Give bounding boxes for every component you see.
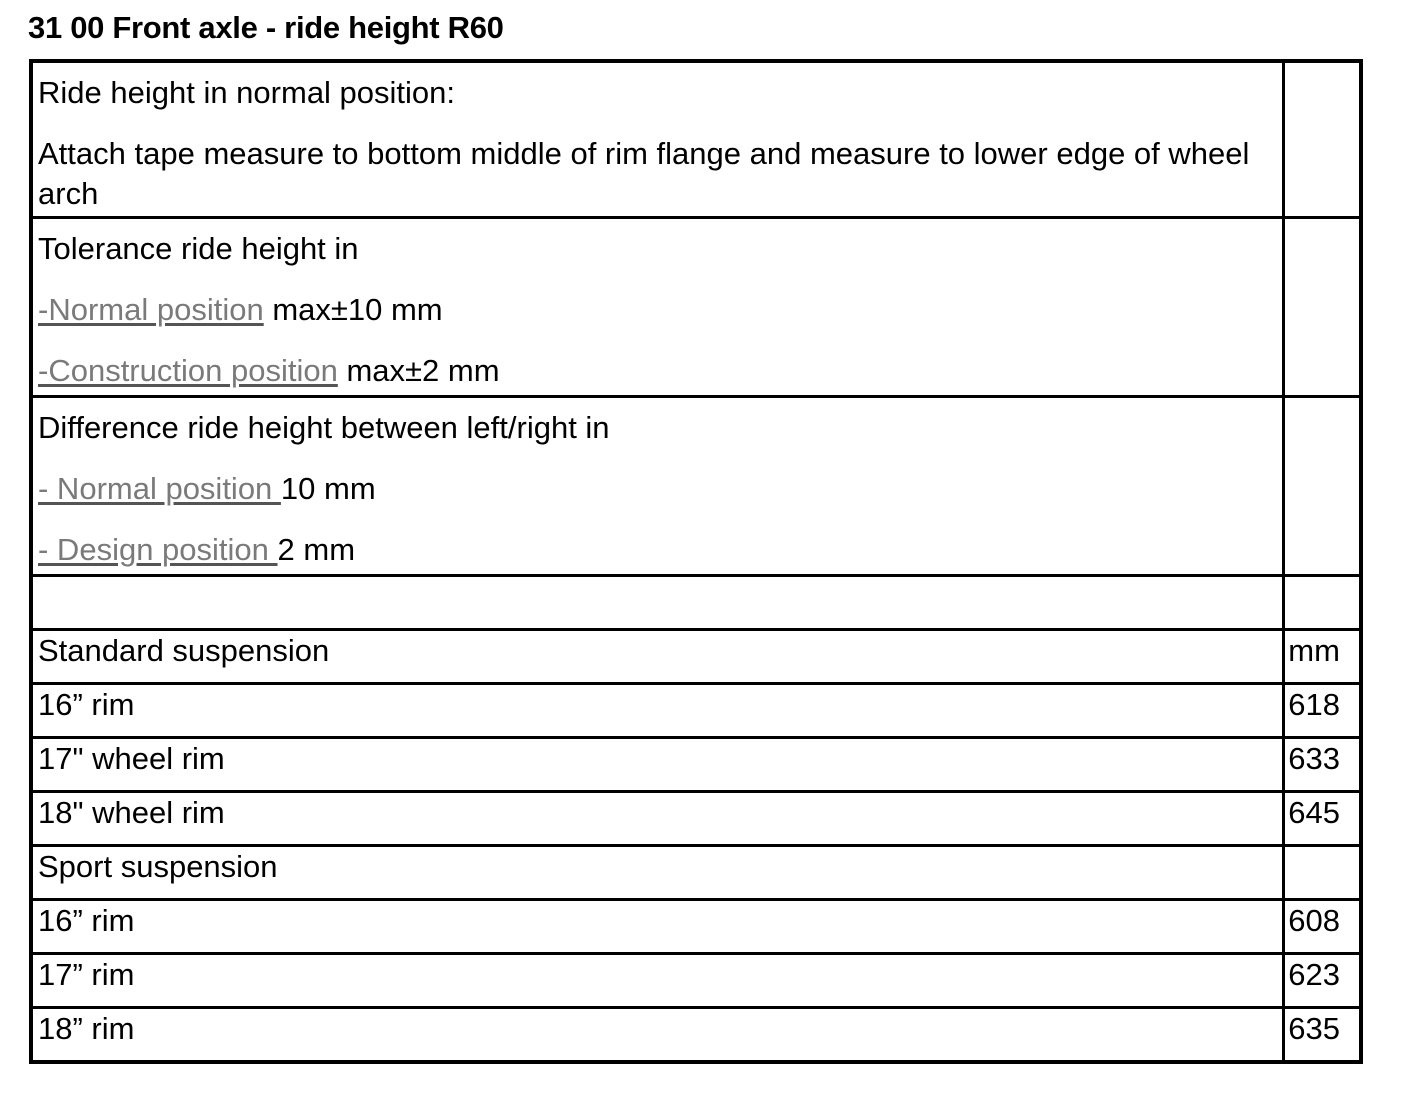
difference-cell [31,397,1284,576]
difference-design-value: 2 mm [277,532,356,567]
row-value [1284,846,1361,900]
tolerance-heading: Tolerance ride height in [38,231,359,266]
row-value: mm [1284,630,1361,684]
table-row [31,684,1361,738]
difference-normal-line [38,469,1277,509]
table-row [31,1008,1361,1063]
table-row [31,738,1361,792]
row-label: 17” rim [31,954,1284,1008]
table-row [31,900,1361,954]
normal-position-heading: Ride height in normal position: [38,75,456,110]
row-value: 608 [1284,900,1361,954]
normal-position-cell [31,61,1284,218]
spacer-value-cell [1284,576,1361,630]
table-row [31,954,1361,1008]
row-value: 623 [1284,954,1361,1008]
table-row [31,792,1361,846]
difference-normal-value: 10 mm [280,471,376,506]
tolerance-construction-line [38,351,1277,391]
row-label: 17" wheel rim [31,738,1284,792]
page-title: 31 00 Front axle - ride height R60 [28,10,504,45]
table-row [31,630,1361,684]
normal-position-link[interactable]: -Normal position [38,292,264,327]
row-value: 635 [1284,1008,1361,1063]
measurement-instruction: Attach tape measure to bottom middle of rim flange and measure to lower edge of wheel arch [38,136,1250,211]
spacer-cell [31,576,1284,630]
row-label: 16” rim [31,900,1284,954]
spacer-row [31,576,1361,630]
row-label: 18” rim [31,1008,1284,1063]
table-row [31,846,1361,900]
ride-height-table [29,59,1363,1064]
tolerance-normal-line [38,290,1277,330]
normal-position-value-cell [1284,61,1361,218]
row-value: 645 [1284,792,1361,846]
design-position-link[interactable]: - Design position [38,532,278,567]
difference-value-cell [1284,397,1361,576]
row-value: 633 [1284,738,1361,792]
difference-heading: Difference ride height between left/right in [38,410,610,445]
row-label: 16” rim [31,684,1284,738]
tolerance-value-cell [1284,218,1361,397]
difference-design-line [38,530,1277,570]
tolerance-normal-value: max±10 mm [263,292,443,327]
tolerance-cell [31,218,1284,397]
tolerance-block [31,218,1361,397]
difference-block [31,397,1361,576]
difference-normal-position-link[interactable]: - Normal position [38,471,281,506]
row-label: Sport suspension [31,846,1284,900]
tolerance-construction-value: max±2 mm [337,353,500,388]
normal-position-block [31,61,1361,218]
row-label: 18" wheel rim [31,792,1284,846]
row-value: 618 [1284,684,1361,738]
row-label: Standard suspension [31,630,1284,684]
construction-position-link[interactable]: -Construction position [38,353,338,388]
